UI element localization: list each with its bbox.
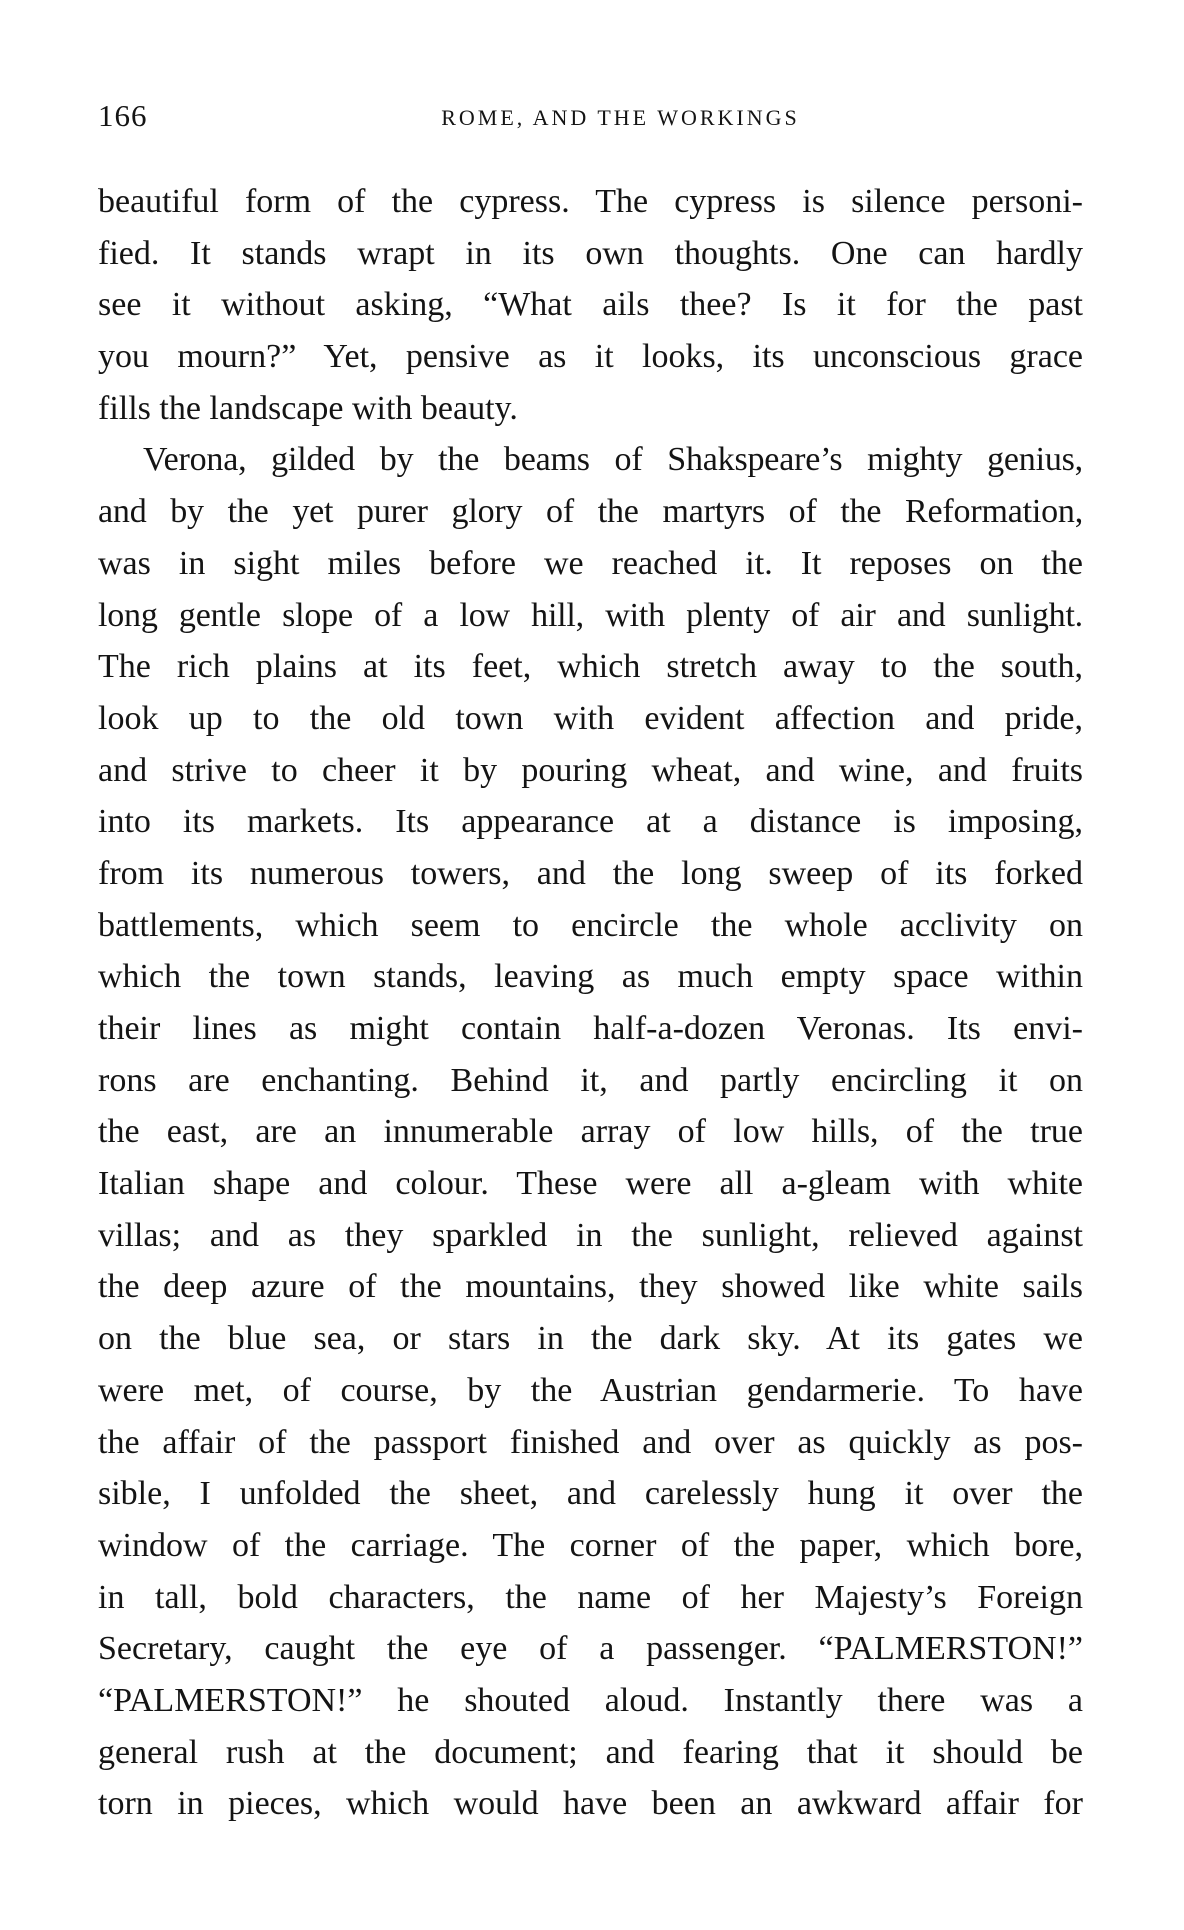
text-line: and strive to cheer it by pouring wheat, and wine, and fruits — [98, 751, 1083, 789]
text-line: and by the yet purer glory of the martyrs of the Reformation, — [98, 493, 1083, 531]
text-line: battlements, which seem to encircle the whole acclivity on — [98, 906, 1083, 944]
text-line: rons are enchanting. Behind it, and partly encircling it on — [98, 1061, 1083, 1099]
page-number: 166 — [98, 98, 148, 133]
text-line: window of the carriage. The corner of the paper, which bore, — [98, 1526, 1083, 1564]
running-head — [98, 96, 1083, 136]
running-title: ROME, AND THE WORKINGS — [441, 105, 800, 130]
paragraph-start-line: Verona, gilded by the beams of Shakspeare’s mighty genius, — [143, 441, 1083, 479]
text-line: beautiful form of the cypress. The cypress is silence personi- — [98, 183, 1083, 220]
text-line: into its markets. Its appearance at a distance is imposing, — [98, 803, 1083, 841]
text-line: long gentle slope of a low hill, with plenty of air and sunlight. — [98, 596, 1083, 634]
text-line: general rush at the document; and fearing that it should be — [98, 1733, 1083, 1771]
text-line: look up to the old town with evident affection and pride, — [98, 699, 1083, 737]
text-line: fied. It stands wrapt in its own thoughts. One can hardly — [98, 234, 1083, 272]
text-line: the deep azure of the mountains, they showed like white sails — [98, 1268, 1083, 1306]
text-line: from its numerous towers, and the long sweep of its forked — [98, 854, 1083, 892]
text-line: the east, are an innumerable array of low hills, of the true — [98, 1113, 1083, 1151]
text-line: fills the landscape with beauty. — [98, 389, 518, 427]
text-line: which the town stands, leaving as much empty space within — [98, 958, 1083, 996]
text-line: in tall, bold characters, the name of her Majesty’s Foreign — [98, 1578, 1083, 1616]
text-line: “PALMERSTON!” he shouted aloud. Instantly there was a — [98, 1681, 1083, 1719]
text-line: sible, I unfolded the sheet, and carelessly hung it over the — [98, 1475, 1083, 1513]
text-line: on the blue sea, or stars in the dark sky. At its gates we — [98, 1320, 1083, 1358]
text-line: the affair of the passport finished and over as quickly as pos- — [98, 1423, 1083, 1461]
text-line: villas; and as they sparkled in the sunlight, relieved against — [98, 1216, 1083, 1254]
text-line: their lines as might contain half-a-dozen Veronas. Its envi- — [98, 1010, 1083, 1047]
text-line: torn in pieces, which would have been an awkward affair for — [98, 1785, 1083, 1823]
text-line: Secretary, caught the eye of a passenger. “PALMERSTON!” — [98, 1630, 1083, 1668]
text-line: Italian shape and colour. These were all a-gleam with white — [98, 1165, 1083, 1203]
text-line: The rich plains at its feet, which stretch away to the south, — [98, 648, 1083, 686]
text-line: see it without asking, “What ails thee? Is it for the past — [98, 286, 1083, 324]
text-line: was in sight miles before we reached it. It reposes on the — [98, 544, 1083, 582]
text-line: you mourn?” Yet, pensive as it looks, its unconscious grace — [98, 338, 1083, 376]
text-line: were met, of course, by the Austrian gendarmerie. To have — [98, 1371, 1083, 1409]
body-text — [98, 176, 1083, 1830]
